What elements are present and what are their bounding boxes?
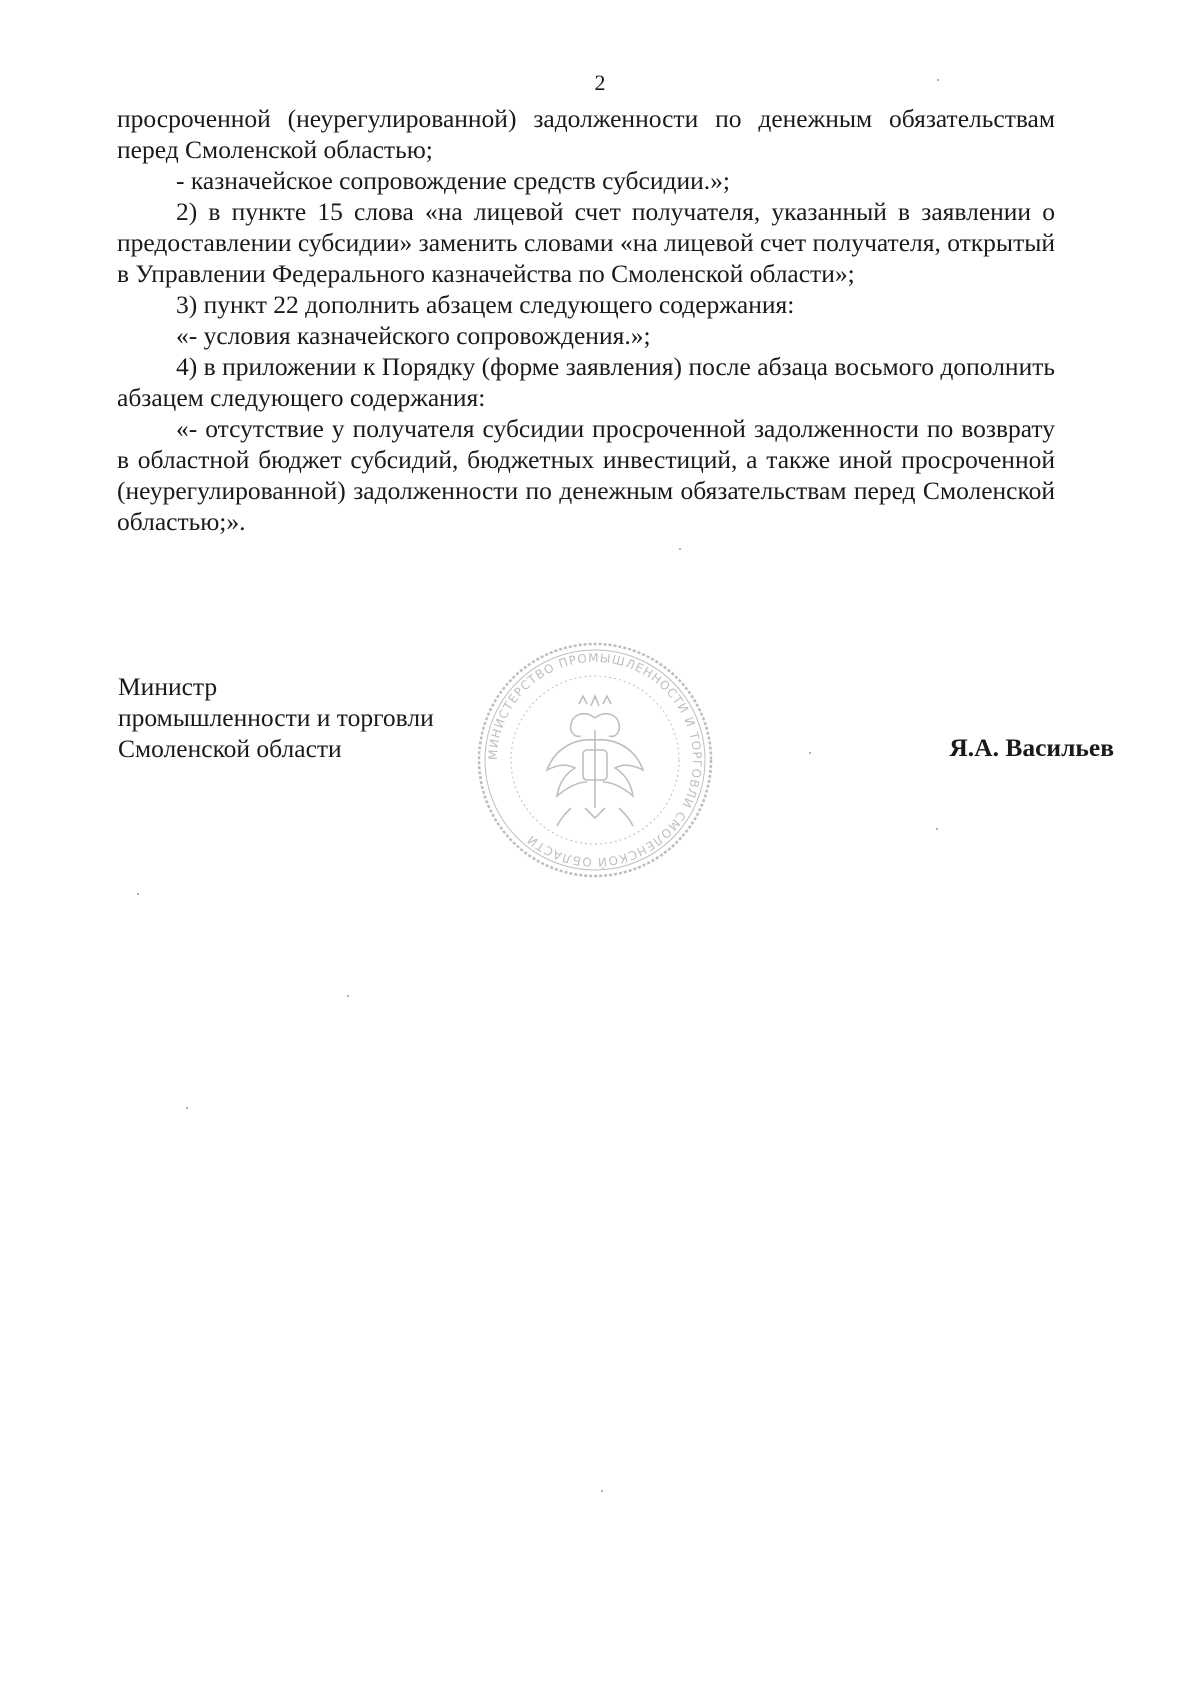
scan-speck: [809, 752, 811, 754]
signature-position-line: Министр: [118, 672, 218, 701]
paragraph-2: - казначейское сопровождение средств субсидии.»;: [176, 166, 730, 195]
paragraph-3: 2) в пункте 15 слова «на лицевой счет получателя, указанный в заявлении о предоставлении субсидии» заменить словами «на лицевой счет получателя, открытый в Управлении Федерального казначейства по Смоленской области»;: [117, 197, 1055, 288]
scan-speck: [347, 995, 349, 997]
scan-speck: [937, 79, 939, 81]
scan-speck: [601, 1490, 603, 1492]
scan-speck: [137, 893, 139, 895]
signature-position: [118, 671, 434, 764]
signature-position-line: Смоленской области: [118, 734, 342, 763]
page-number: 2: [594, 70, 606, 95]
scan-speck: [679, 548, 681, 550]
signer-name: Я.А. Васильев: [949, 733, 1114, 762]
signature-position-line: промышленности и торговли: [118, 703, 434, 732]
paragraph-4: 3) пункт 22 дополнить абзацем следующего содержания:: [176, 290, 795, 319]
official-seal-stamp: [475, 640, 715, 880]
paragraph-5: «- условия казначейского сопровождения.»;: [176, 321, 651, 350]
document-body: [117, 103, 1055, 537]
paragraph-6: 4) в приложении к Порядку (форме заявления) после абзаца восьмого дополнить абзацем следующего содержания:: [117, 352, 1055, 412]
paragraph-7: «- отсутствие у получателя субсидии просроченной задолженности по возврату в областной бюджет субсидий, бюджетных инвестиций, а также иной просроченной (неурегулированной) задолженности по денежным обязательствам перед Смоленской областью;».: [117, 414, 1055, 536]
paragraph-1: просроченной (неурегулированной) задолженности по денежным обязательствам перед Смоленской областью;: [117, 104, 1055, 164]
seal-ring-text: МИНИСТЕРСТВО ПРОМЫШЛЕННОСТИ И ТОРГОВЛИ СМОЛЕНСКОЙ ОБЛАСТИ: [485, 650, 705, 870]
scan-speck: [186, 1107, 188, 1109]
coat-of-arms-emblem: [547, 696, 643, 826]
scan-speck: [936, 828, 938, 830]
